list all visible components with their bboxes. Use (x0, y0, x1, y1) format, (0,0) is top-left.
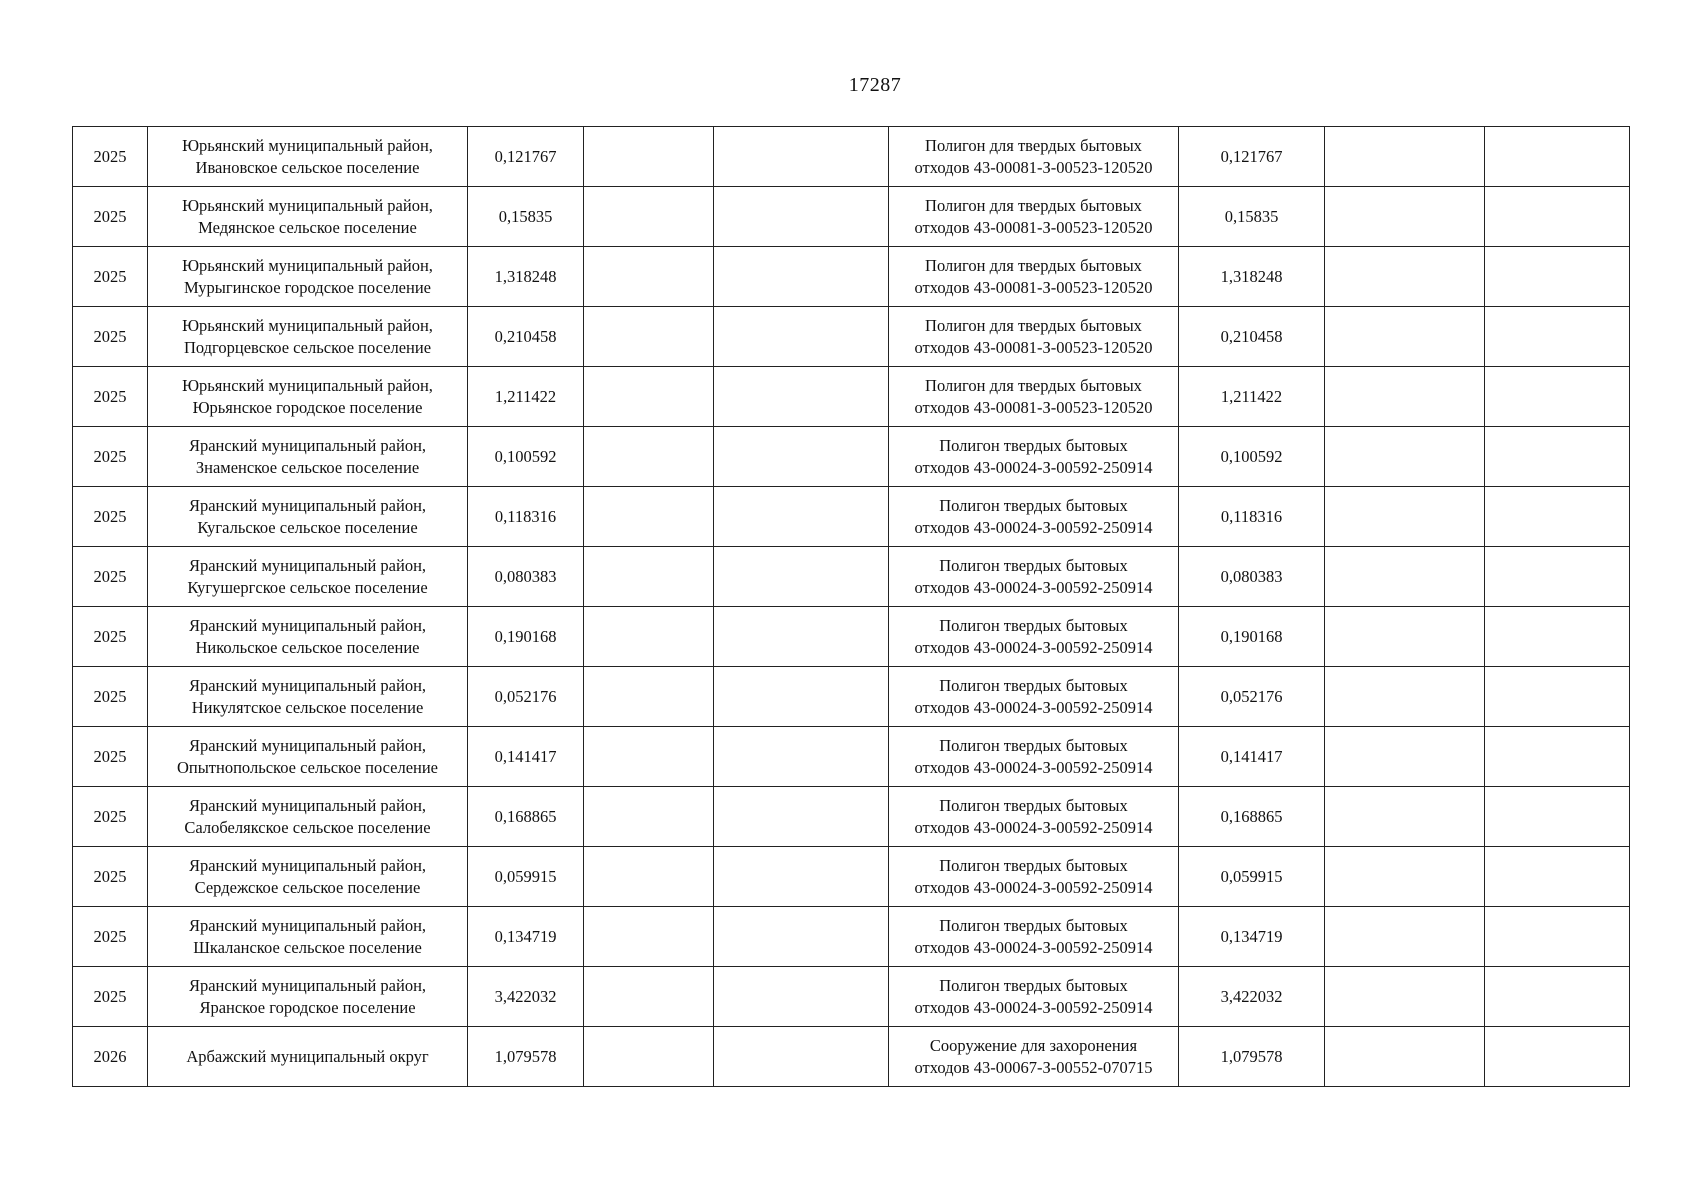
territory-line1: Юрьянский муниципальный район, (182, 196, 433, 216)
territory-line1: Яранский муниципальный район, (188, 616, 427, 636)
year-value: 2025 (93, 566, 127, 586)
year-cell (73, 547, 148, 607)
year-cell (73, 787, 148, 847)
volume-cell (468, 247, 584, 307)
facility-line1: Полигон твердых бытовых (939, 856, 1128, 876)
empty-cell-4 (584, 1027, 714, 1087)
territory-cell (148, 847, 468, 907)
empty-cell-4 (584, 667, 714, 727)
facility-line1: Полигон твердых бытовых (939, 916, 1128, 936)
territory-line2: Салобелякское сельское поселение (184, 817, 431, 837)
volume-value: 0,168865 (494, 806, 557, 826)
facility-line2: отходов 43-00024-З-00592-250914 (914, 697, 1153, 717)
table-row (73, 967, 1630, 1027)
empty-cell-9 (1485, 667, 1630, 727)
empty-cell-8 (1325, 847, 1485, 907)
empty-cell-4 (584, 547, 714, 607)
year-value: 2025 (93, 866, 127, 886)
table-row (73, 727, 1630, 787)
empty-cell-5 (714, 187, 889, 247)
volume-cell (468, 907, 584, 967)
territory-line1: Арбажский муниципальный округ (186, 1046, 429, 1066)
table-row (73, 607, 1630, 667)
volume-cell (468, 967, 584, 1027)
empty-cell-9 (1485, 367, 1630, 427)
facility-cell (889, 427, 1179, 487)
year-cell (73, 247, 148, 307)
volume-value: 0,052176 (494, 686, 557, 706)
empty-cell-4 (584, 787, 714, 847)
territory-line2: Шкаланское сельское поселение (193, 937, 422, 957)
volume-cell (468, 187, 584, 247)
volume-cell (468, 667, 584, 727)
volume-value: 0,190168 (494, 626, 557, 646)
facility-line1: Полигон твердых бытовых (939, 976, 1128, 996)
table-row (73, 1027, 1630, 1087)
territory-cell (148, 787, 468, 847)
year-cell (73, 127, 148, 187)
territory-line2: Кугушергское сельское поселение (187, 577, 428, 597)
empty-cell-8 (1325, 247, 1485, 307)
table-row (73, 847, 1630, 907)
territory-line1: Юрьянский муниципальный район, (182, 136, 433, 156)
empty-cell-8 (1325, 127, 1485, 187)
facility-line2: отходов 43-00081-З-00523-120520 (914, 337, 1153, 357)
territory-line2: Ивановское сельское поселение (195, 157, 420, 177)
year-value: 2025 (93, 506, 127, 526)
facility-line1: Сооружение для захоронения (929, 1036, 1138, 1056)
table-row (73, 667, 1630, 727)
empty-cell-5 (714, 907, 889, 967)
facility-cell (889, 847, 1179, 907)
volume2-cell (1179, 547, 1325, 607)
territory-line1: Яранский муниципальный район, (188, 796, 427, 816)
year-cell (73, 907, 148, 967)
facility-line2: отходов 43-00024-З-00592-250914 (914, 757, 1153, 777)
empty-cell-9 (1485, 907, 1630, 967)
empty-cell-8 (1325, 187, 1485, 247)
territory-cell (148, 667, 468, 727)
territory-cell (148, 727, 468, 787)
territory-cell (148, 127, 468, 187)
facility-cell (889, 487, 1179, 547)
territory-cell (148, 1027, 468, 1087)
volume-value: 0,210458 (494, 326, 557, 346)
territory-line1: Яранский муниципальный район, (188, 736, 427, 756)
volume2-cell (1179, 487, 1325, 547)
territory-line2: Никольское сельское поселение (195, 637, 420, 657)
table-row (73, 367, 1630, 427)
facility-line1: Полигон твердых бытовых (939, 736, 1128, 756)
empty-cell-9 (1485, 727, 1630, 787)
empty-cell-4 (584, 727, 714, 787)
volume2-value: 0,15835 (1224, 206, 1279, 226)
volume2-cell (1179, 667, 1325, 727)
empty-cell-9 (1485, 487, 1630, 547)
empty-cell-8 (1325, 1027, 1485, 1087)
empty-cell-4 (584, 127, 714, 187)
year-value: 2025 (93, 326, 127, 346)
empty-cell-4 (584, 847, 714, 907)
year-cell (73, 427, 148, 487)
empty-cell-9 (1485, 427, 1630, 487)
empty-cell-8 (1325, 967, 1485, 1027)
year-value: 2025 (93, 446, 127, 466)
year-value: 2025 (93, 986, 127, 1006)
territory-line2: Юрьянское городское поселение (192, 397, 423, 417)
facility-line1: Полигон твердых бытовых (939, 616, 1128, 636)
territory-line1: Яранский муниципальный район, (188, 676, 427, 696)
year-cell (73, 487, 148, 547)
facility-line2: отходов 43-00024-З-00592-250914 (914, 517, 1153, 537)
territory-cell (148, 607, 468, 667)
empty-cell-4 (584, 967, 714, 1027)
volume2-value: 0,052176 (1220, 686, 1283, 706)
facility-line1: Полигон твердых бытовых (939, 676, 1128, 696)
volume-cell (468, 1027, 584, 1087)
volume2-value: 0,100592 (1220, 446, 1283, 466)
table-row (73, 787, 1630, 847)
empty-cell-8 (1325, 367, 1485, 427)
volume2-cell (1179, 307, 1325, 367)
volume2-cell (1179, 727, 1325, 787)
table-row (73, 187, 1630, 247)
empty-cell-9 (1485, 847, 1630, 907)
empty-cell-4 (584, 607, 714, 667)
facility-cell (889, 1027, 1179, 1087)
volume2-value: 3,422032 (1220, 986, 1283, 1006)
empty-cell-9 (1485, 547, 1630, 607)
territory-cell (148, 367, 468, 427)
territory-line2: Сердежское сельское поселение (194, 877, 421, 897)
volume2-cell (1179, 187, 1325, 247)
volume2-value: 0,080383 (1220, 566, 1283, 586)
facility-line1: Полигон твердых бытовых (939, 556, 1128, 576)
year-value: 2025 (93, 626, 127, 646)
year-cell (73, 727, 148, 787)
facility-line1: Полигон для твердых бытовых (925, 196, 1142, 216)
empty-cell-8 (1325, 307, 1485, 367)
territory-line2: Яранское городское поселение (199, 997, 416, 1017)
waste-volume-table (72, 126, 1630, 1087)
empty-cell-9 (1485, 967, 1630, 1027)
territory-cell (148, 907, 468, 967)
territory-line2: Знаменское сельское поселение (195, 457, 420, 477)
empty-cell-5 (714, 1027, 889, 1087)
facility-cell (889, 127, 1179, 187)
facility-cell (889, 907, 1179, 967)
facility-line1: Полигон для твердых бытовых (925, 376, 1142, 396)
empty-cell-9 (1485, 187, 1630, 247)
territory-cell (148, 547, 468, 607)
table-row (73, 307, 1630, 367)
empty-cell-5 (714, 487, 889, 547)
facility-line2: отходов 43-00081-З-00523-120520 (914, 217, 1153, 237)
facility-line1: Полигон для твердых бытовых (925, 136, 1142, 156)
table-row (73, 427, 1630, 487)
facility-cell (889, 547, 1179, 607)
facility-line2: отходов 43-00081-З-00523-120520 (914, 277, 1153, 297)
volume-value: 0,15835 (498, 206, 553, 226)
table-row (73, 247, 1630, 307)
facility-line2: отходов 43-00081-З-00523-120520 (914, 397, 1153, 417)
volume2-cell (1179, 247, 1325, 307)
facility-line1: Полигон твердых бытовых (939, 436, 1128, 456)
territory-line1: Яранский муниципальный район, (188, 916, 427, 936)
facility-line2: отходов 43-00081-З-00523-120520 (914, 157, 1153, 177)
territory-cell (148, 967, 468, 1027)
table-body (73, 127, 1630, 1087)
facility-cell (889, 367, 1179, 427)
territory-line1: Яранский муниципальный район, (188, 976, 427, 996)
volume2-cell (1179, 607, 1325, 667)
volume-value: 1,211422 (494, 386, 557, 406)
year-value: 2025 (93, 806, 127, 826)
volume-cell (468, 487, 584, 547)
year-cell (73, 607, 148, 667)
empty-cell-5 (714, 787, 889, 847)
territory-line2: Медянское сельское поселение (198, 217, 417, 237)
facility-line1: Полигон для твердых бытовых (925, 256, 1142, 276)
volume-cell (468, 307, 584, 367)
facility-cell (889, 667, 1179, 727)
volume-cell (468, 787, 584, 847)
territory-line1: Яранский муниципальный район, (188, 496, 427, 516)
volume2-value: 1,079578 (1220, 1046, 1283, 1066)
volume-value: 1,079578 (494, 1046, 557, 1066)
volume2-value: 0,141417 (1220, 746, 1283, 766)
volume-value: 0,134719 (494, 926, 557, 946)
empty-cell-9 (1485, 127, 1630, 187)
facility-cell (889, 247, 1179, 307)
empty-cell-4 (584, 487, 714, 547)
volume2-value: 0,121767 (1220, 146, 1283, 166)
year-cell (73, 187, 148, 247)
volume-value: 0,100592 (494, 446, 557, 466)
empty-cell-5 (714, 367, 889, 427)
territory-line1: Яранский муниципальный район, (188, 556, 427, 576)
volume2-value: 0,190168 (1220, 626, 1283, 646)
territory-line1: Юрьянский муниципальный район, (182, 316, 433, 336)
volume-cell (468, 727, 584, 787)
year-value: 2026 (93, 1046, 127, 1066)
empty-cell-4 (584, 187, 714, 247)
empty-cell-4 (584, 427, 714, 487)
empty-cell-9 (1485, 787, 1630, 847)
facility-line1: Полигон твердых бытовых (939, 796, 1128, 816)
territory-line1: Юрьянский муниципальный район, (182, 256, 433, 276)
year-value: 2025 (93, 926, 127, 946)
empty-cell-9 (1485, 307, 1630, 367)
volume2-value: 0,059915 (1220, 866, 1283, 886)
volume-cell (468, 847, 584, 907)
year-cell (73, 307, 148, 367)
year-cell (73, 967, 148, 1027)
facility-line2: отходов 43-00067-З-00552-070715 (914, 1057, 1153, 1077)
year-cell (73, 667, 148, 727)
territory-cell (148, 427, 468, 487)
empty-cell-5 (714, 427, 889, 487)
territory-line1: Яранский муниципальный район, (188, 856, 427, 876)
empty-cell-5 (714, 307, 889, 367)
empty-cell-5 (714, 667, 889, 727)
facility-line2: отходов 43-00024-З-00592-250914 (914, 997, 1153, 1017)
territory-line2: Кугальское сельское поселение (197, 517, 418, 537)
territory-line2: Никулятское сельское поселение (191, 697, 424, 717)
empty-cell-4 (584, 307, 714, 367)
territory-cell (148, 247, 468, 307)
facility-line2: отходов 43-00024-З-00592-250914 (914, 877, 1153, 897)
volume-cell (468, 367, 584, 427)
table-row (73, 127, 1630, 187)
empty-cell-8 (1325, 487, 1485, 547)
volume2-cell (1179, 787, 1325, 847)
territory-line2: Подгорцевское сельское поселение (183, 337, 432, 357)
empty-cell-4 (584, 907, 714, 967)
volume-value: 1,318248 (494, 266, 557, 286)
year-value: 2025 (93, 386, 127, 406)
volume-cell (468, 607, 584, 667)
territory-line1: Юрьянский муниципальный район, (182, 376, 433, 396)
empty-cell-8 (1325, 727, 1485, 787)
volume-value: 0,118316 (494, 506, 557, 526)
table-row (73, 547, 1630, 607)
territory-line1: Яранский муниципальный район, (188, 436, 427, 456)
facility-line2: отходов 43-00024-З-00592-250914 (914, 577, 1153, 597)
volume2-cell (1179, 907, 1325, 967)
empty-cell-5 (714, 727, 889, 787)
empty-cell-5 (714, 607, 889, 667)
volume2-value: 0,134719 (1220, 926, 1283, 946)
volume2-cell (1179, 427, 1325, 487)
territory-line2: Опытнопольское сельское поселение (176, 757, 439, 777)
empty-cell-5 (714, 967, 889, 1027)
volume2-cell (1179, 967, 1325, 1027)
empty-cell-5 (714, 247, 889, 307)
facility-cell (889, 607, 1179, 667)
volume-value: 0,080383 (494, 566, 557, 586)
year-value: 2025 (93, 206, 127, 226)
empty-cell-4 (584, 247, 714, 307)
facility-cell (889, 307, 1179, 367)
facility-line2: отходов 43-00024-З-00592-250914 (914, 817, 1153, 837)
territory-cell (148, 187, 468, 247)
year-cell (73, 367, 148, 427)
page-number: 17287 (848, 74, 902, 96)
empty-cell-8 (1325, 607, 1485, 667)
volume2-value: 1,211422 (1220, 386, 1283, 406)
volume2-cell (1179, 1027, 1325, 1087)
facility-line1: Полигон для твердых бытовых (925, 316, 1142, 336)
year-cell (73, 847, 148, 907)
volume2-value: 0,168865 (1220, 806, 1283, 826)
facility-cell (889, 967, 1179, 1027)
empty-cell-5 (714, 127, 889, 187)
territory-cell (148, 307, 468, 367)
facility-cell (889, 727, 1179, 787)
territory-line2: Мурыгинское городское поселение (184, 277, 431, 297)
facility-line2: отходов 43-00024-З-00592-250914 (914, 457, 1153, 477)
volume2-value: 0,118316 (1220, 506, 1283, 526)
empty-cell-4 (584, 367, 714, 427)
empty-cell-8 (1325, 907, 1485, 967)
facility-line2: отходов 43-00024-З-00592-250914 (914, 937, 1153, 957)
empty-cell-5 (714, 847, 889, 907)
volume-value: 0,059915 (494, 866, 557, 886)
volume2-cell (1179, 127, 1325, 187)
empty-cell-9 (1485, 607, 1630, 667)
year-value: 2025 (93, 146, 127, 166)
empty-cell-5 (714, 547, 889, 607)
volume-value: 0,121767 (494, 146, 557, 166)
volume-value: 3,422032 (494, 986, 557, 1006)
table-row (73, 487, 1630, 547)
empty-cell-8 (1325, 547, 1485, 607)
empty-cell-8 (1325, 787, 1485, 847)
empty-cell-8 (1325, 667, 1485, 727)
year-value: 2025 (93, 746, 127, 766)
empty-cell-8 (1325, 427, 1485, 487)
volume2-cell (1179, 847, 1325, 907)
volume2-value: 0,210458 (1220, 326, 1283, 346)
volume-cell (468, 127, 584, 187)
facility-cell (889, 787, 1179, 847)
volume-cell (468, 547, 584, 607)
year-cell (73, 1027, 148, 1087)
volume2-value: 1,318248 (1220, 266, 1283, 286)
facility-line2: отходов 43-00024-З-00592-250914 (914, 637, 1153, 657)
empty-cell-9 (1485, 1027, 1630, 1087)
volume-cell (468, 427, 584, 487)
volume2-cell (1179, 367, 1325, 427)
year-value: 2025 (93, 266, 127, 286)
volume-value: 0,141417 (494, 746, 557, 766)
facility-cell (889, 187, 1179, 247)
territory-cell (148, 487, 468, 547)
year-value: 2025 (93, 686, 127, 706)
table-row (73, 907, 1630, 967)
empty-cell-9 (1485, 247, 1630, 307)
facility-line1: Полигон твердых бытовых (939, 496, 1128, 516)
